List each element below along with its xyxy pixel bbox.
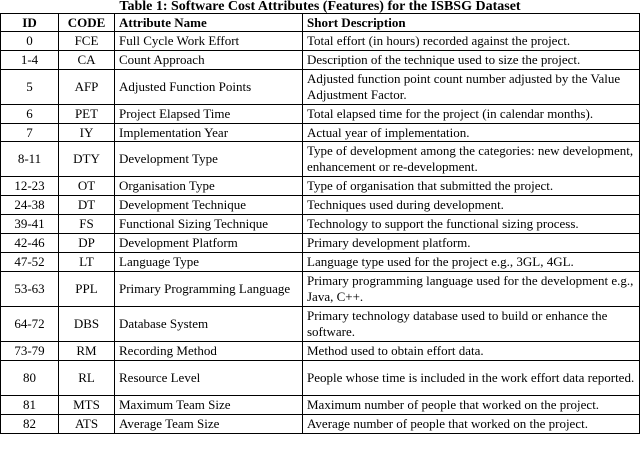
- table-row: [1, 272, 640, 307]
- cell-attribute-name: Development Type: [115, 142, 303, 177]
- cell-id: 64-72: [1, 307, 59, 342]
- cell-short-description: Actual year of implementation.: [303, 124, 640, 142]
- cell-short-description: Total effort (in hours) recorded against the project.: [303, 32, 640, 51]
- cell-code: ATS: [59, 415, 115, 434]
- header-row: [1, 14, 640, 32]
- cell-attribute-name: Count Approach: [115, 51, 303, 70]
- header-code: CODE: [59, 14, 115, 32]
- cell-attribute-name: Recording Method: [115, 342, 303, 361]
- cell-short-description: Method used to obtain effort data.: [303, 342, 640, 361]
- cell-id: 24-38: [1, 196, 59, 215]
- table-row: [1, 124, 640, 142]
- table-row: [1, 253, 640, 272]
- cell-id: 81: [1, 396, 59, 415]
- cell-code: DP: [59, 234, 115, 253]
- cell-id: 39-41: [1, 215, 59, 234]
- table-caption: Table 1: Software Cost Attributes (Features) for the ISBSG Dataset: [119, 0, 521, 14]
- cell-attribute-name: Functional Sizing Technique: [115, 215, 303, 234]
- table-row: [1, 361, 640, 396]
- table-row: [1, 51, 640, 70]
- table-row: [1, 396, 640, 415]
- cell-attribute-name: Primary Programming Language: [115, 272, 303, 307]
- cell-short-description: Description of the technique used to size the project.: [303, 51, 640, 70]
- cell-id: 0: [1, 32, 59, 51]
- cell-code: OT: [59, 177, 115, 196]
- cell-short-description: Techniques used during development.: [303, 196, 640, 215]
- cell-attribute-name: Full Cycle Work Effort: [115, 32, 303, 51]
- cell-attribute-name: Adjusted Function Points: [115, 70, 303, 105]
- cell-code: PET: [59, 105, 115, 124]
- cell-short-description: Total elapsed time for the project (in calendar months).: [303, 105, 640, 124]
- cell-short-description: Type of development among the categories: new development, enhancement or re-development.: [303, 142, 640, 177]
- cell-attribute-name: Language Type: [115, 253, 303, 272]
- header-id: ID: [1, 14, 59, 32]
- cell-attribute-name: Resource Level: [115, 361, 303, 396]
- cell-short-description: Average number of people that worked on the project.: [303, 415, 640, 434]
- cell-id: 47-52: [1, 253, 59, 272]
- cell-id: 82: [1, 415, 59, 434]
- table-row: [1, 70, 640, 105]
- cell-short-description: Type of organisation that submitted the project.: [303, 177, 640, 196]
- cell-short-description: Primary technology database used to build or enhance the software.: [303, 307, 640, 342]
- table-row: [1, 196, 640, 215]
- cell-code: DTY: [59, 142, 115, 177]
- cell-id: 1-4: [1, 51, 59, 70]
- cell-id: 80: [1, 361, 59, 396]
- table-row: [1, 177, 640, 196]
- cell-code: DBS: [59, 307, 115, 342]
- cell-short-description: Technology to support the functional sizing process.: [303, 215, 640, 234]
- cell-code: RM: [59, 342, 115, 361]
- cell-id: 12-23: [1, 177, 59, 196]
- cell-attribute-name: Development Technique: [115, 196, 303, 215]
- table-row: [1, 142, 640, 177]
- cell-id: 53-63: [1, 272, 59, 307]
- cell-short-description: Primary development platform.: [303, 234, 640, 253]
- cell-attribute-name: Organisation Type: [115, 177, 303, 196]
- cell-code: FS: [59, 215, 115, 234]
- cell-code: MTS: [59, 396, 115, 415]
- table-body: [1, 32, 640, 434]
- cell-id: 73-79: [1, 342, 59, 361]
- table-row: [1, 215, 640, 234]
- cell-code: CA: [59, 51, 115, 70]
- cell-code: AFP: [59, 70, 115, 105]
- cell-attribute-name: Database System: [115, 307, 303, 342]
- cell-short-description: Language type used for the project e.g., 3GL, 4GL.: [303, 253, 640, 272]
- cell-code: IY: [59, 124, 115, 142]
- table-row: [1, 234, 640, 253]
- cell-short-description: Maximum number of people that worked on the project.: [303, 396, 640, 415]
- table-row: [1, 342, 640, 361]
- table-row: [1, 105, 640, 124]
- cell-short-description: Adjusted function point count number adjusted by the Value Adjustment Factor.: [303, 70, 640, 105]
- table-row: [1, 415, 640, 434]
- cell-short-description: Primary programming language used for the development e.g., Java, C++.: [303, 272, 640, 307]
- cell-id: 6: [1, 105, 59, 124]
- cell-code: PPL: [59, 272, 115, 307]
- cell-attribute-name: Project Elapsed Time: [115, 105, 303, 124]
- cell-code: RL: [59, 361, 115, 396]
- cell-short-description: People whose time is included in the work effort data reported.: [303, 361, 640, 396]
- cell-code: DT: [59, 196, 115, 215]
- table-row: [1, 307, 640, 342]
- header-short-description: Short Description: [303, 14, 640, 32]
- cell-id: 8-11: [1, 142, 59, 177]
- cell-attribute-name: Maximum Team Size: [115, 396, 303, 415]
- cell-id: 7: [1, 124, 59, 142]
- cell-attribute-name: Implementation Year: [115, 124, 303, 142]
- cell-id: 42-46: [1, 234, 59, 253]
- cell-attribute-name: Development Platform: [115, 234, 303, 253]
- attributes-table: [0, 13, 640, 434]
- table-row: [1, 32, 640, 51]
- cell-code: FCE: [59, 32, 115, 51]
- cell-id: 5: [1, 70, 59, 105]
- header-attribute-name: Attribute Name: [115, 14, 303, 32]
- cell-attribute-name: Average Team Size: [115, 415, 303, 434]
- cell-code: LT: [59, 253, 115, 272]
